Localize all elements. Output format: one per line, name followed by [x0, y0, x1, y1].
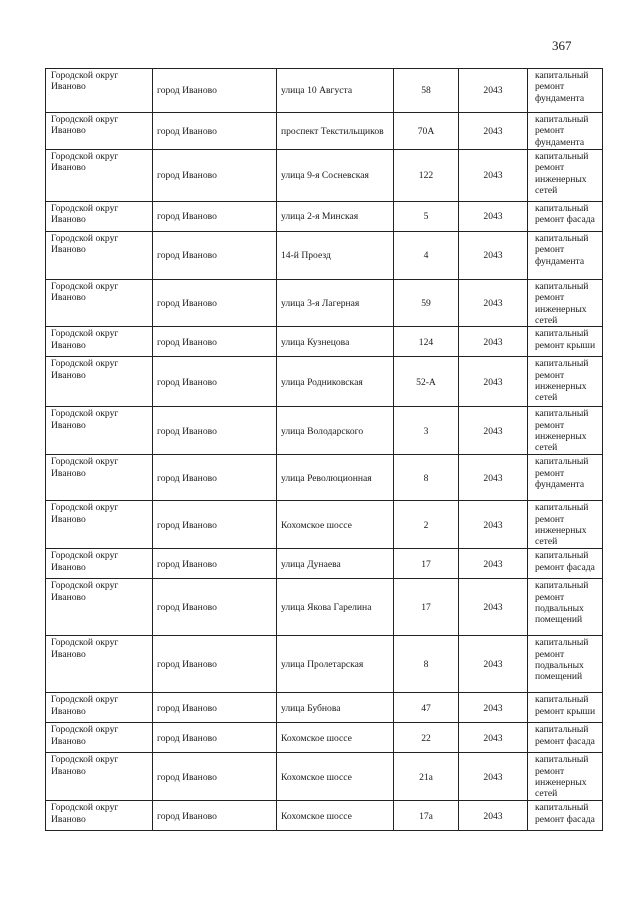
city-cell: город Иваново — [153, 202, 277, 232]
year-cell: 2043 — [459, 113, 528, 150]
municipality-cell: Городской округ Иваново — [46, 723, 153, 753]
street-cell: улица 2-я Минская — [277, 202, 394, 232]
year-cell: 2043 — [459, 549, 528, 579]
street-cell: улица Пролетарская — [277, 636, 394, 693]
city-cell: город Иваново — [153, 327, 277, 357]
year-cell: 2043 — [459, 579, 528, 636]
house-number-cell: 5 — [394, 202, 459, 232]
repair-type-cell: капитальный ремонт инженерных сетей — [528, 753, 603, 801]
house-number-cell: 4 — [394, 232, 459, 280]
street-cell: улица 3-я Лагерная — [277, 280, 394, 327]
table-row — [46, 636, 603, 693]
city-cell: город Иваново — [153, 150, 277, 202]
table-row — [46, 801, 603, 831]
municipality-cell: Городской округ Иваново — [46, 150, 153, 202]
municipality-cell: Городской округ Иваново — [46, 455, 153, 501]
year-cell: 2043 — [459, 501, 528, 549]
city-cell: город Иваново — [153, 357, 277, 407]
municipality-cell: Городской округ Иваново — [46, 501, 153, 549]
year-cell: 2043 — [459, 202, 528, 232]
table-row — [46, 579, 603, 636]
table-row — [46, 549, 603, 579]
table-row — [46, 357, 603, 407]
house-number-cell: 8 — [394, 455, 459, 501]
municipality-cell: Городской округ Иваново — [46, 636, 153, 693]
year-cell: 2043 — [459, 407, 528, 455]
municipality-cell: Городской округ Иваново — [46, 753, 153, 801]
street-cell: 14-й Проезд — [277, 232, 394, 280]
municipality-cell: Городской округ Иваново — [46, 232, 153, 280]
house-number-cell: 22 — [394, 723, 459, 753]
city-cell: город Иваново — [153, 693, 277, 723]
repair-type-cell: капитальный ремонт подвальных помещений — [528, 636, 603, 693]
house-number-cell: 8 — [394, 636, 459, 693]
house-number-cell: 70А — [394, 113, 459, 150]
street-cell: улица 9-я Сосневская — [277, 150, 394, 202]
city-cell: город Иваново — [153, 723, 277, 753]
repair-type-cell: капитальный ремонт подвальных помещений — [528, 579, 603, 636]
municipality-cell: Городской округ Иваново — [46, 801, 153, 831]
table-row — [46, 280, 603, 327]
year-cell: 2043 — [459, 280, 528, 327]
table-row — [46, 693, 603, 723]
table-row — [46, 232, 603, 280]
street-cell: проспект Текстильщиков — [277, 113, 394, 150]
street-cell: Кохомское шоссе — [277, 801, 394, 831]
municipality-cell: Городской округ Иваново — [46, 407, 153, 455]
house-number-cell: 3 — [394, 407, 459, 455]
repair-type-cell: капитальный ремонт фасада — [528, 549, 603, 579]
city-cell: город Иваново — [153, 455, 277, 501]
city-cell: город Иваново — [153, 753, 277, 801]
year-cell: 2043 — [459, 357, 528, 407]
city-cell: город Иваново — [153, 549, 277, 579]
city-cell: город Иваново — [153, 501, 277, 549]
house-number-cell: 122 — [394, 150, 459, 202]
repair-type-cell: капитальный ремонт крыши — [528, 693, 603, 723]
house-number-cell: 52-А — [394, 357, 459, 407]
house-number-cell: 21а — [394, 753, 459, 801]
city-cell: город Иваново — [153, 69, 277, 113]
city-cell: город Иваново — [153, 407, 277, 455]
house-number-cell: 2 — [394, 501, 459, 549]
municipality-cell: Городской округ Иваново — [46, 693, 153, 723]
repair-type-cell: капитальный ремонт инженерных сетей — [528, 150, 603, 202]
city-cell: город Иваново — [153, 636, 277, 693]
municipality-cell: Городской округ Иваново — [46, 202, 153, 232]
municipality-cell: Городской округ Иваново — [46, 549, 153, 579]
house-number-cell: 17 — [394, 549, 459, 579]
street-cell: улица Володарского — [277, 407, 394, 455]
repair-type-cell: капитальный ремонт фасада — [528, 801, 603, 831]
repair-type-cell: капитальный ремонт инженерных сетей — [528, 357, 603, 407]
city-cell: город Иваново — [153, 113, 277, 150]
city-cell: город Иваново — [153, 579, 277, 636]
city-cell: город Иваново — [153, 801, 277, 831]
street-cell: улица Бубнова — [277, 693, 394, 723]
municipality-cell: Городской округ Иваново — [46, 113, 153, 150]
table-row — [46, 501, 603, 549]
house-number-cell: 59 — [394, 280, 459, 327]
city-cell: город Иваново — [153, 280, 277, 327]
table-row — [46, 327, 603, 357]
repair-type-cell: капитальный ремонт инженерных сетей — [528, 501, 603, 549]
table-row — [46, 69, 603, 113]
municipality-cell: Городской округ Иваново — [46, 280, 153, 327]
year-cell: 2043 — [459, 753, 528, 801]
year-cell: 2043 — [459, 801, 528, 831]
table-body — [46, 69, 603, 831]
table-row — [46, 202, 603, 232]
year-cell: 2043 — [459, 150, 528, 202]
year-cell: 2043 — [459, 723, 528, 753]
municipality-cell: Городской округ Иваново — [46, 579, 153, 636]
year-cell: 2043 — [459, 327, 528, 357]
year-cell: 2043 — [459, 455, 528, 501]
repair-type-cell: капитальный ремонт фундамента — [528, 113, 603, 150]
street-cell: улица Якова Гарелина — [277, 579, 394, 636]
year-cell: 2043 — [459, 636, 528, 693]
table-row — [46, 407, 603, 455]
page-number: 367 — [552, 38, 572, 53]
house-number-cell: 124 — [394, 327, 459, 357]
repair-type-cell: капитальный ремонт фундамента — [528, 232, 603, 280]
repair-type-cell: капитальный ремонт инженерных сетей — [528, 280, 603, 327]
house-number-cell: 17а — [394, 801, 459, 831]
city-cell: город Иваново — [153, 232, 277, 280]
street-cell: улица Родниковская — [277, 357, 394, 407]
repair-type-cell: капитальный ремонт фундамента — [528, 455, 603, 501]
street-cell: улица 10 Августа — [277, 69, 394, 113]
year-cell: 2043 — [459, 693, 528, 723]
house-number-cell: 47 — [394, 693, 459, 723]
house-number-cell: 58 — [394, 69, 459, 113]
repair-type-cell: капитальный ремонт фасада — [528, 723, 603, 753]
street-cell: улица Революционная — [277, 455, 394, 501]
repair-type-cell: капитальный ремонт фасада — [528, 202, 603, 232]
table-row — [46, 455, 603, 501]
municipality-cell: Городской округ Иваново — [46, 357, 153, 407]
street-cell: Кохомское шоссе — [277, 753, 394, 801]
house-number-cell: 17 — [394, 579, 459, 636]
municipality-cell: Городской округ Иваново — [46, 327, 153, 357]
year-cell: 2043 — [459, 232, 528, 280]
table-row — [46, 150, 603, 202]
municipality-cell: Городской округ Иваново — [46, 69, 153, 113]
repair-type-cell: капитальный ремонт фундамента — [528, 69, 603, 113]
table-row — [46, 753, 603, 801]
repair-schedule-table — [45, 68, 603, 831]
street-cell: улица Дунаева — [277, 549, 394, 579]
street-cell: улица Кузнецова — [277, 327, 394, 357]
street-cell: Кохомское шоссе — [277, 501, 394, 549]
table-row — [46, 723, 603, 753]
repair-type-cell: капитальный ремонт инженерных сетей — [528, 407, 603, 455]
table-row — [46, 113, 603, 150]
year-cell: 2043 — [459, 69, 528, 113]
repair-type-cell: капитальный ремонт крыши — [528, 327, 603, 357]
street-cell: Кохомское шоссе — [277, 723, 394, 753]
